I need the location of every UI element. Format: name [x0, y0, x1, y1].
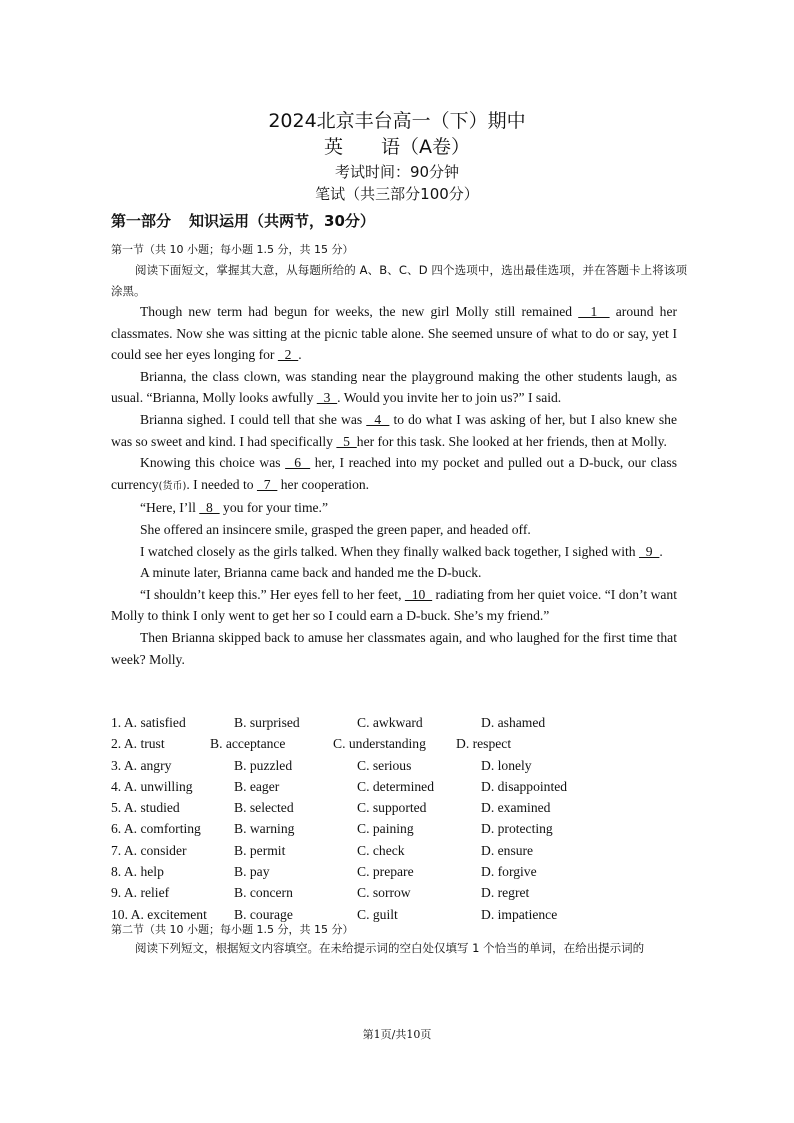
blank-2: 2 — [277, 347, 299, 363]
part-one-label: 第一部分 — [111, 212, 172, 230]
option-a: 4. A. unwilling — [111, 778, 193, 794]
blank-1: 1 — [578, 304, 610, 319]
option-b: B. warning — [234, 821, 295, 837]
passage-paragraph: Brianna, the class clown, was standing near the playground making the other students laugh, as usual. “Brianna, Molly looks awfully 3 . Would you invite her to join us?” I said. — [111, 368, 677, 406]
exam-title: 2024北京丰台高一（下）期中 — [268, 110, 526, 132]
blank-5: 5 — [336, 433, 357, 449]
passage-paragraph: She offered an insincere smile, grasped the green paper, and headed off. — [140, 521, 531, 537]
option-d: D. protecting — [481, 821, 553, 837]
blank-10: 10 — [404, 586, 433, 602]
part-one-heading — [111, 210, 375, 232]
option-b: B. permit — [234, 842, 286, 858]
passage-paragraph: I watched closely as the girls talked. When they finally walked back together, I sighed with 9 . — [140, 543, 663, 559]
option-a: 9. A. relief — [111, 885, 170, 901]
exam-duration: 考试时间：90分钟 — [334, 163, 460, 181]
option-row-4 — [111, 776, 691, 797]
option-a: 2. A. trust — [111, 736, 165, 752]
option-d: D. ensure — [481, 842, 534, 858]
option-row-5 — [111, 797, 691, 818]
section-one-instruction: 阅读下面短文，掌握其大意，从每题所给的 A、B、C、D 四个选项中，选出最佳选项，并在答题卡上将该项涂黑。 — [111, 263, 687, 298]
passage-paragraph: “I shouldn’t keep this.” Her eyes fell to her feet, 10 radiating from her quiet voice. “I don’t want Molly to think I only went to get her so I could earn a D-buck. She’s my friend.” — [111, 586, 677, 624]
blank-8: 8 — [199, 500, 220, 516]
option-b: B. puzzled — [234, 757, 293, 773]
option-row-6 — [111, 818, 691, 839]
answer-options — [111, 712, 691, 925]
option-c: C. determined — [357, 778, 435, 794]
option-b: B. pay — [234, 864, 270, 880]
option-c: C. prepare — [357, 864, 414, 880]
option-c: C. supported — [357, 800, 427, 816]
option-c: C. awkward — [357, 715, 423, 730]
section-two-heading: 第二节（共 10 小题；每小题 1.5 分，共 15 分） — [111, 923, 354, 936]
section-one-heading: 第一节（共 10 小题；每小题 1.5 分，共 15 分） — [111, 243, 354, 256]
exam-subject: 英 语（A卷） — [324, 136, 470, 158]
option-d: D. lonely — [481, 757, 532, 773]
option-c: C. guilt — [357, 906, 398, 922]
page-number: 第1页/共10页 — [362, 1028, 432, 1041]
option-a: 3. A. angry — [111, 757, 172, 773]
part-one-title: 知识运用（共两节，30分） — [189, 212, 375, 230]
option-a: 6. A. comforting — [111, 821, 201, 837]
exam-score-info: 笔试（共三部分100分） — [315, 185, 479, 203]
option-a: 5. A. studied — [111, 800, 180, 816]
option-d: D. regret — [481, 885, 530, 901]
option-b: B. eager — [234, 778, 280, 794]
option-row-8 — [111, 861, 691, 882]
blank-9: 9 — [639, 543, 660, 559]
option-row-7 — [111, 840, 691, 861]
option-a: 7. A. consider — [111, 842, 187, 858]
option-row-9 — [111, 882, 691, 903]
blank-4: 4 — [366, 411, 390, 427]
option-d: D. impatience — [481, 906, 558, 922]
option-c: C. serious — [357, 757, 412, 773]
option-d: D. disappointed — [481, 778, 568, 794]
passage-paragraph: Then Brianna skipped back to amuse her classmates again, and who laughed for the first time that week? Molly. — [111, 629, 677, 667]
option-b: B. selected — [234, 800, 294, 816]
blank-6: 6 — [285, 455, 311, 471]
option-d: D. forgive — [481, 864, 537, 880]
option-d: D. examined — [481, 800, 551, 816]
option-c: C. check — [357, 842, 405, 858]
passage-paragraph: Knowing this choice was 6 her, I reached into my pocket and pulled out a D-buck, our class currency(货币). I needed to 7 her cooperation. — [111, 455, 677, 492]
option-row-2 — [111, 733, 691, 754]
option-a: 1. A. satisfied — [111, 715, 186, 730]
option-row-1 — [111, 712, 691, 733]
passage-paragraph: Brianna sighed. I could tell that she was 4 to do what I was asking of her, but I also knew she was so sweet and kind. I had specifically 5 her for this task. She looked at her friends, then at Molly. — [111, 411, 677, 449]
passage-paragraph: A minute later, Brianna came back and handed me the D-buck. — [140, 565, 482, 581]
option-row-3 — [111, 755, 691, 776]
option-b: B. concern — [234, 885, 293, 901]
option-b: B. courage — [234, 906, 293, 922]
blank-3: 3 — [316, 390, 338, 406]
option-a: 8. A. help — [111, 864, 164, 880]
section-two-instruction: 阅读下列短文，根据短文内容填空。在未给提示词的空白处仅填写 1 个恰当的单词，在给出提示词的 — [135, 941, 645, 955]
option-d: D. ashamed — [481, 715, 546, 730]
option-d: D. respect — [456, 736, 512, 752]
option-a: 10. A. excitement — [111, 906, 207, 922]
option-c: C. paining — [357, 821, 414, 837]
passage-paragraph: “Here, I’ll 8 you for your time.” — [140, 500, 328, 516]
chinese-gloss: (货币) — [158, 480, 187, 492]
passage-paragraph: Though new term had begun for weeks, the new girl Molly still remained 1 around her classmates. Now she was sitting at the picnic table alone. She seemed unsure of what to do or say, yet I could see her eyes longing for 2 . — [111, 304, 678, 363]
option-b: B. surprised — [234, 715, 300, 730]
option-c: C. sorrow — [357, 885, 411, 901]
option-c: C. understanding — [333, 736, 426, 752]
reading-passage — [111, 301, 677, 670]
option-b: B. acceptance — [210, 736, 286, 752]
blank-7: 7 — [256, 476, 278, 492]
